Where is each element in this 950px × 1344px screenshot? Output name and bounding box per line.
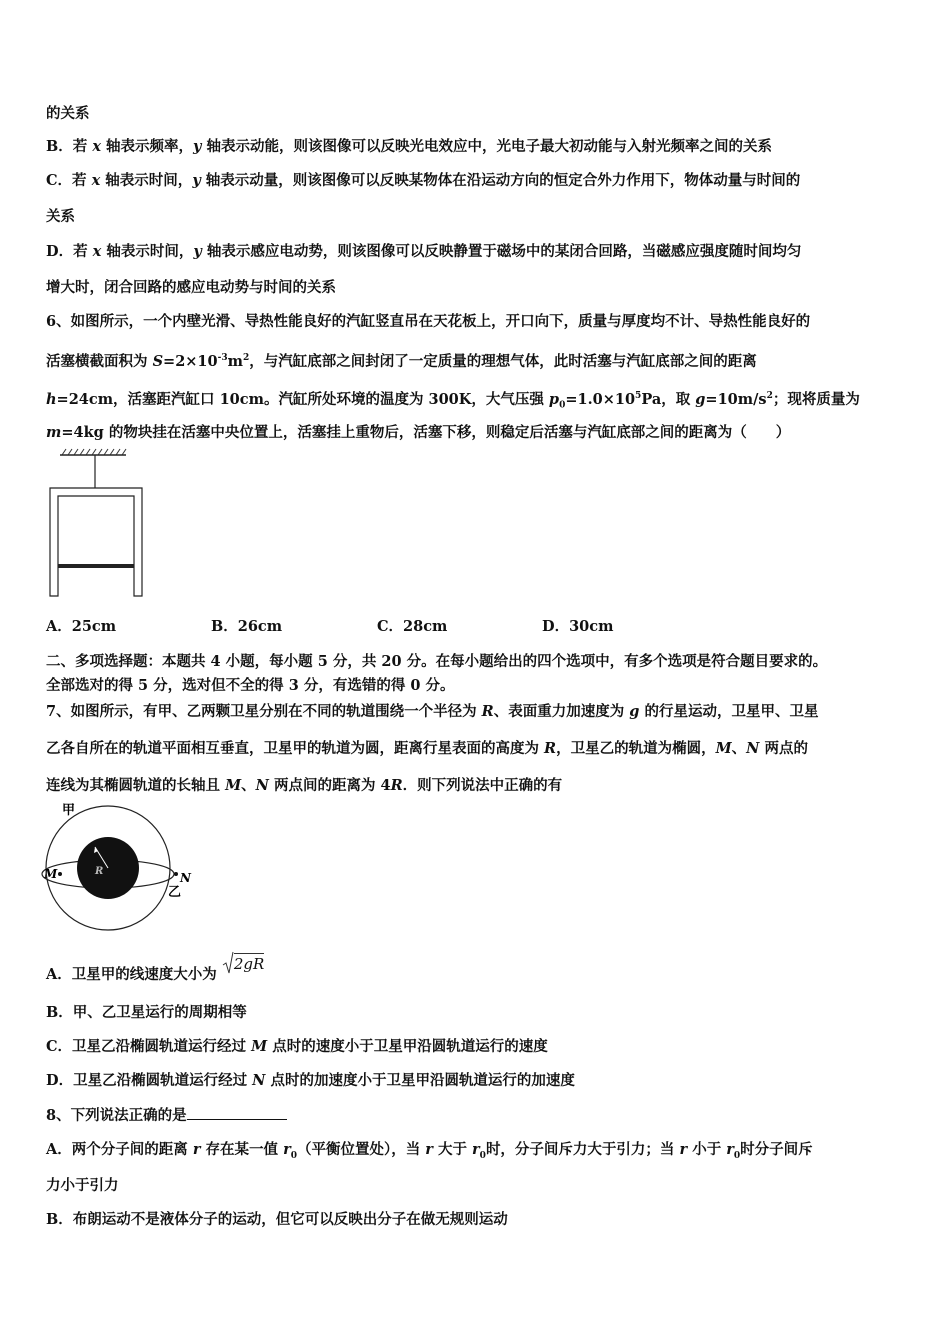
q5-option-d: D．若 x 轴表示时间，y 轴表示感应电动势，则该图像可以反映静置于磁场中的某闭合回路，当磁感应强度随时间均匀	[46, 243, 802, 260]
section2-heading-line2: 全部选对的得 5 分，选对但不全的得 3 分，有选错的得 0 分。	[46, 677, 455, 694]
q7-option-a[interactable]: A．卫星甲的线速度大小为 2gR	[46, 955, 264, 985]
q8-option-a[interactable]: A．两个分子间的距离 r 存在某一值 $r_0$（平衡位置处），当 r 大于 $r_0$时，分子间斥力大于引力；当 r 小于 $r_0$时分子间斥	[46, 1141, 813, 1161]
q6-choice-b[interactable]: B．26cm	[211, 618, 283, 635]
section2-heading-line1: 二、多项选择题：本题共 4 小题，每小题 5 分，共 20 分。在每小题给出的四个选项中，有多个选项是符合题目要求的。	[46, 653, 828, 670]
q6-stem-line1: 6、如图所示，一个内壁光滑、导热性能良好的汽缸竖直吊在天花板上，开口向下，质量与厚度均不计、导热性能良好的	[46, 313, 811, 330]
q5-a-tail: 的关系	[46, 105, 90, 122]
q6-choice-a[interactable]: A．25cm	[46, 618, 117, 635]
q6-stem-line3: h=24cm，活塞距汽缸口 10cm。汽缸所处环境的温度为 300K，大气压强 $p_0=1.0\times 10^5Pa$，取 $g=10m/s^2$；现将质量为	[46, 390, 860, 411]
label-M: M	[44, 867, 58, 881]
label-yi: 乙	[168, 885, 182, 900]
q5-option-c: C．若 x 轴表示时间，y 轴表示动量，则该图像可以反映某物体在沿运动方向的恒定合外力作用下，物体动量与时间的	[46, 172, 801, 189]
q7-option-b[interactable]: B．甲、乙卫星运行的周期相等	[46, 1004, 247, 1021]
cylinder-figure	[44, 452, 148, 600]
answer-blank[interactable]	[187, 1105, 287, 1120]
q7-stem-line3: 连线为其椭圆轨道的长轴且 M、N 两点间的距离为 4R．则下列说法中正确的有	[46, 777, 563, 794]
q6-choice-d[interactable]: D．30cm	[542, 618, 614, 635]
sqrt-icon	[222, 951, 234, 975]
q8-stem: 8、下列说法正确的是	[46, 1105, 287, 1126]
q6-stem-line2: 活塞横截面积为 $S=2\times 10^{-3}m^2$，与汽缸底部之间封闭了一定质量的理想气体，此时活塞与汽缸底部之间的距离	[46, 352, 757, 370]
q7-stem-line1: 7、如图所示，有甲、乙两颗卫星分别在不同的轨道围绕一个半径为 R、表面重力加速度为 g 的行星运动，卫星甲、卫星	[46, 703, 819, 720]
label-jia: 甲	[62, 803, 76, 818]
satellite-orbit-figure	[40, 800, 200, 930]
label-R: R	[95, 866, 104, 877]
q8-option-a-tail: 力小于引力	[46, 1177, 119, 1194]
q5-option-c-tail: 关系	[46, 208, 75, 225]
q8-option-b[interactable]: B．布朗运动不是液体分子的运动，但它可以反映出分子在做无规则运动	[46, 1211, 508, 1228]
q7-option-d[interactable]: D．卫星乙沿椭圆轨道运行经过 N 点时的加速度小于卫星甲沿圆轨道运行的加速度	[46, 1072, 575, 1089]
q5-option-d-tail: 增大时，闭合回路的感应电动势与时间的关系	[46, 279, 336, 296]
q7-stem-line2: 乙各自所在的轨道平面相互垂直，卫星甲的轨道为圆，距离行星表面的高度为 R，卫星乙的轨道为椭圆，M、N 两点的	[46, 740, 808, 757]
q5-option-b: B．若 x 轴表示频率，y 轴表示动能，则该图像可以反映光电效应中，光电子最大初动能与入射光频率之间的关系	[46, 138, 773, 155]
q6-stem-line4: m=4kg 的物块挂在活塞中央位置上，活塞挂上重物后，活塞下移，则稳定后活塞与汽缸底部之间的距离为（ ）	[46, 424, 791, 441]
q7-option-c[interactable]: C．卫星乙沿椭圆轨道运行经过 M 点时的速度小于卫星甲沿圆轨道运行的速度	[46, 1038, 548, 1055]
label-N: N	[180, 871, 191, 885]
q6-choice-c[interactable]: C．28cm	[377, 618, 448, 635]
